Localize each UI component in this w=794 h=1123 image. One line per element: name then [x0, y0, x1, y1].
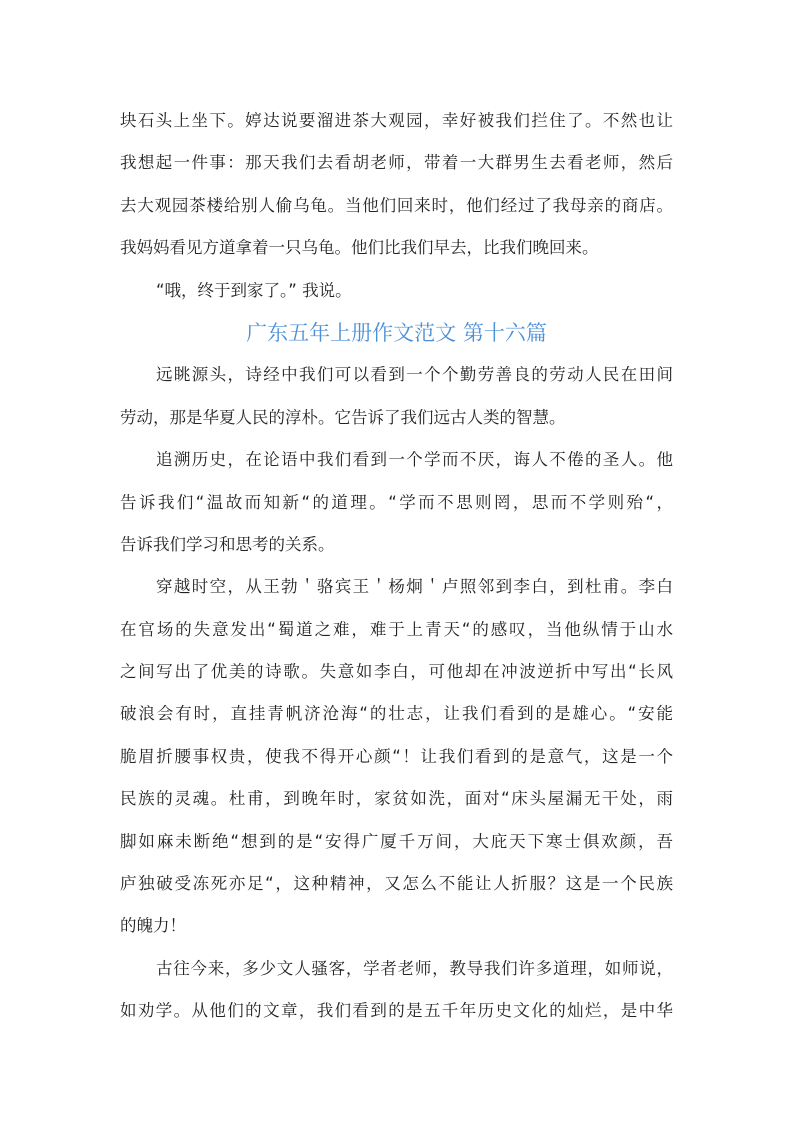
- text-line: 劳动，那是华夏人民的淳朴。它告诉了我们远古人类的智慧。: [120, 407, 566, 427]
- text-line: 追溯历史，在论语中我们看到一个学而不厌，诲人不倦的圣人。他: [156, 450, 673, 470]
- text-line: 如劝学。从他们的文章，我们看到的是五千年历史文化的灿烂，是中华: [120, 1001, 673, 1021]
- text-line: 在官场的失意发出“蜀道之难，难于上青天“的感叹，当他纵情于山水: [120, 619, 673, 639]
- text-line: 庐独破受冻死亦足“，这种精神，又怎么不能让人折服？这是一个民族: [120, 874, 673, 894]
- text-line: 块石头上坐下。婷达说要溜进茶大观园，幸好被我们拦住了。不然也让: [120, 111, 673, 130]
- text-line: 古往今来，多少文人骚客，学者老师，教导我们许多道理，如师说，: [156, 958, 673, 978]
- text-line: 我想起一件事：那天我们去看胡老师，带着一大群男生去看老师，然后: [120, 153, 673, 173]
- text-line: 我妈妈看见方道拿着一只乌龟。他们比我们早去，比我们晚回来。: [120, 238, 599, 258]
- document-body: [120, 100, 673, 1033]
- text-line: “哦，终于到家了。” 我说。: [156, 280, 352, 300]
- text-line: 告诉我们学习和思考的关系。: [120, 534, 335, 554]
- text-line: 民族的灵魂。杜甫，到晚年时，家贫如洗，面对“床头屋漏无干处，雨: [120, 789, 673, 809]
- text-line: 去大观园茶楼给别人偷乌龟。当他们回来时，他们经过了我母亲的商店。: [120, 195, 673, 215]
- text-line: 远眺源头，诗经中我们可以看到一个个勤劳善良的劳动人民在田间: [156, 365, 673, 385]
- text-line: 脚如麻未断绝“想到的是“安得广厦千万间，大庇天下寒士俱欢颜，吾: [120, 831, 673, 851]
- text-line: 破浪会有时，直挂青帆济沧海“的壮志，让我们看到的是雄心。“安能: [120, 704, 673, 724]
- text-line: 告诉我们“温故而知新“的道理。“学而不思则罔，思而不学则殆“，: [120, 492, 673, 512]
- text-line: 的魄力！: [120, 916, 186, 936]
- text-line: 穿越时空，从王勃＇骆宾王＇杨炯＇卢照邻到李白，到杜甫。李白: [156, 577, 673, 597]
- text-line: 之间写出了优美的诗歌。失意如李白，可他却在冲波逆折中写出“长风: [120, 662, 673, 682]
- essay-title: 广东五年上册作文范文 第十六篇: [246, 320, 547, 345]
- text-line: 脆眉折腰事权贵，使我不得开心颜“！让我们看到的是意气，这是一个: [120, 746, 673, 766]
